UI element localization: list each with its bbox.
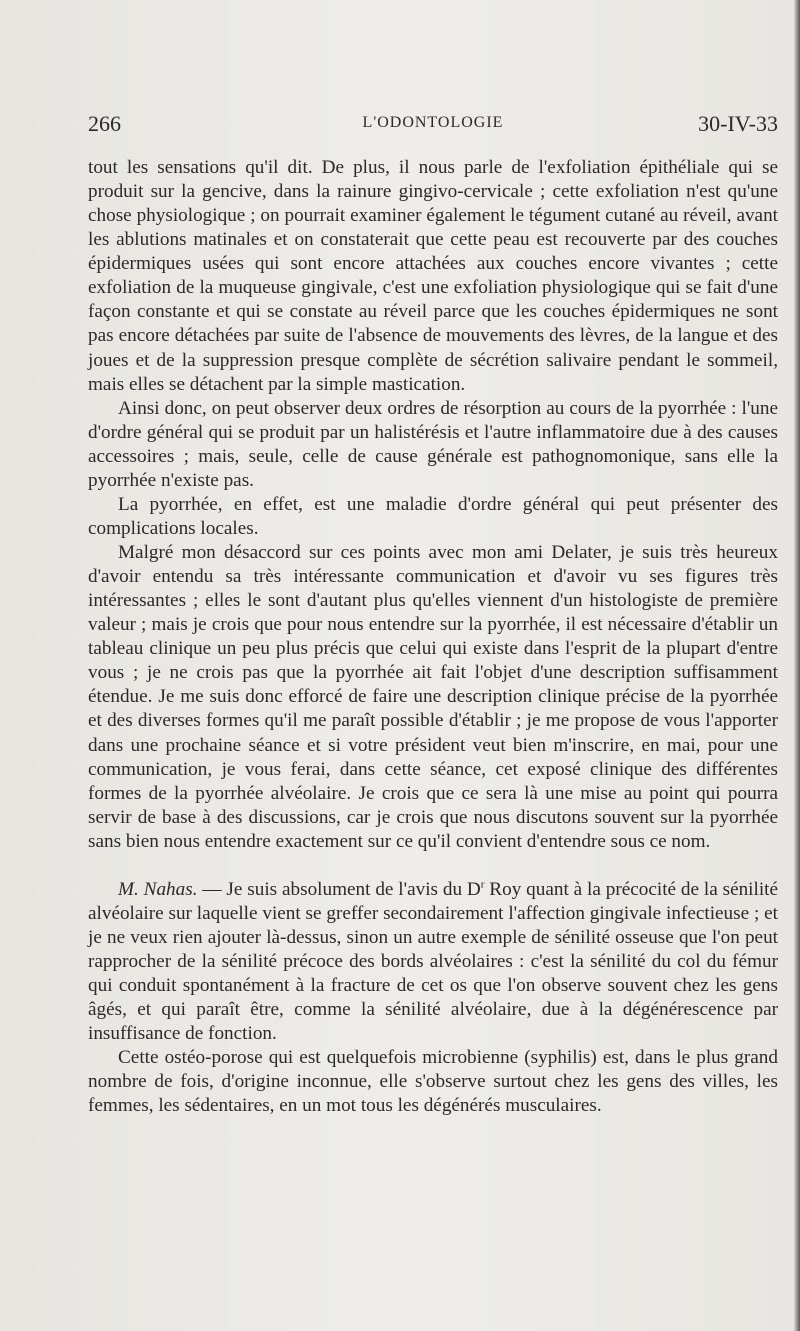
running-header bbox=[88, 111, 778, 139]
page-number: 266 bbox=[88, 111, 121, 136]
paragraph: Malgré mon désaccord sur ces points avec mon ami Delater, je suis très heureux d'avoir entendu sa très intéressante communication et d'avoir vu ses figures très intéressantes ; elles le sont d'autant plus qu'elles viennent d'un histologiste de première valeur ; mais je crois que pour nous entendre sur la pyorrhée, il est nécessaire d'établir un tableau clinique un peu plus précis que celui qui existe dans l'esprit de la plupart d'entre vous ; je ne crois pas que la pyorrhée ait fait l'objet d'une description suffisamment étendue. Je me suis donc efforcé de faire une description clinique précise de la pyorrhée et des diverses formes qu'il me paraît possible d'établir ; je me propose de vous l'apporter dans une prochaine séance et si votre président veut bien m'inscrire, en mai, pour une communication, je vous ferai, dans cette séance, cet exposé clinique des différentes formes de la pyorrhée alvéolaire. Je crois que ce sera là une mise au point qui pourra servir de base à des discussions, car je crois que nous discutons souvent sur la pyorrhée sans bien nous entendre exactement sur ce qu'il convient d'entendre sous ce nom. bbox=[88, 542, 778, 852]
paragraph: tout les sensations qu'il dit. De plus, il nous parle de l'exfoliation épithéliale qui se produit sur la gencive, dans la rainure gingivo-cervicale ; cette exfoliation n'est qu'une chose physiologique ; on pourrait examiner également le tégument cutané au réveil, avant les ablutions matinales et on constaterait que cette peau est recouverte par des couches épidermiques usées qui sont encore attachées aux couches encore vivantes ; cette exfoliation de la muqueuse gingivale, c'est une exfoliation physiologique qui se fait d'une façon constante et qui se constate au réveil parce que les couches épidermiques ne sont pas encore détachées par suite de l'absence de mouvements des lèvres, de la langue et des joues et de la suppression presque complète de sécrétion salivaire pendant le sommeil, mais elles se détachent par la simple mastication. bbox=[88, 157, 778, 395]
paragraph: Cette ostéo-porose qui est quelquefois microbienne (syphilis) est, dans le plus grand nombre de fois, d'origine inconnue, elle s'observe surtout chez les gens des villes, les femmes, les sédentaires, en un mot tous les dégénérés musculaires. bbox=[88, 1047, 778, 1117]
issue-date: 30-IV-33 bbox=[698, 111, 778, 136]
paragraph: La pyorrhée, en effet, est une maladie d'ordre général qui peut présenter des complications locales. bbox=[88, 493, 778, 539]
paragraph-text: Roy quant à la précocité de la sénilité alvéolaire sur laquelle vient se greffer secondairement l'affection gingivale infectieuse ; et je ne veux rien ajouter là-dessus, sinon un autre exemple de sénilité osseuse que l'on peut rapprocher de la sénilité précoce des bords alvéolaires : c'est la sénilité du col du fémur qui conduit spontanément à la fracture de cet os que l'on observe souvent chez les gens âgés, et qui paraît être, comme la sénilité alvéolaire, due à la dégénérescence par insuffisance de fonction. bbox=[88, 878, 779, 1045]
page-edge-shadow bbox=[794, 0, 800, 1331]
superscript: r bbox=[480, 878, 485, 891]
speaker-name: M. Nahas. bbox=[118, 878, 198, 900]
paragraph: Ainsi donc, on peut observer deux ordres de résorption au cours de la pyorrhée : l'une d'ordre général qui se produit par un halistérésis et l'autre inflammatoire due à des causes accessoires ; mais, seule, celle de cause générale est pathognomonique, sans elle la pyorrhée n'existe pas. bbox=[88, 397, 778, 491]
paragraph-text: — Je suis absolument de l'avis du D bbox=[197, 878, 481, 900]
journal-title: L'ODONTOLOGIE bbox=[362, 114, 504, 131]
speaker-paragraph bbox=[88, 878, 778, 1046]
article-body bbox=[88, 156, 778, 1118]
